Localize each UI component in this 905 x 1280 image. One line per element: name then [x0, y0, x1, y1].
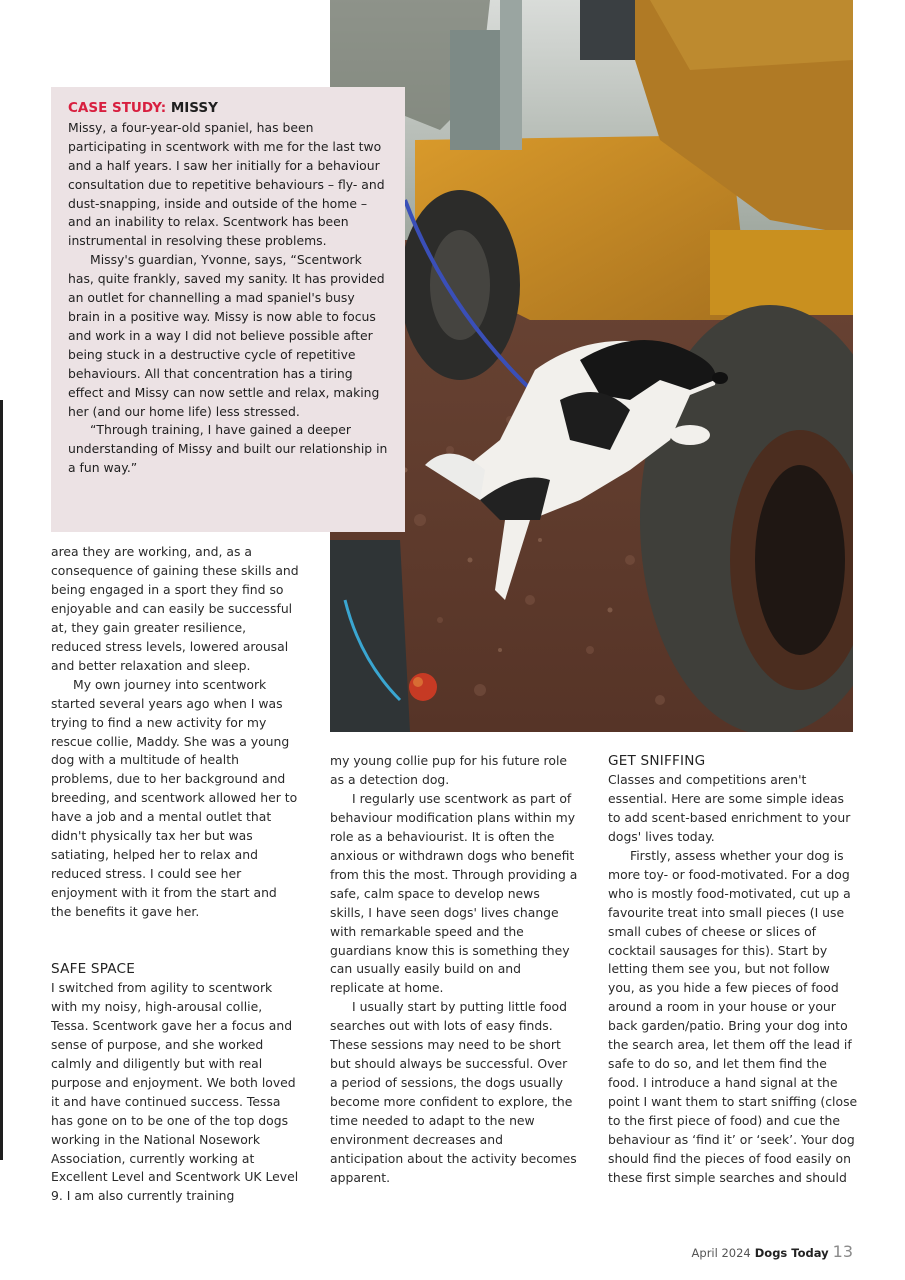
- column-3: [608, 752, 858, 1188]
- case-study-paragraph: “Through training, I have gained a deeper understanding of Missy and built our relationship in a fun way.”: [68, 422, 388, 476]
- body-paragraph: I usually start by putting little food searches out with lots of easy finds. These sessions may need to be short but should always be successful. Over a period of sessions, the dogs usually become more confident to explore, the time needed to adapt to the new environment decreases and anticipation about the activity becomes apparent.: [330, 999, 577, 1185]
- column-2: [330, 752, 578, 1188]
- body-paragraph: Classes and competitions aren't essential. Here are some simple ideas to add scent-based enrichment to your dogs' lives today.: [608, 771, 851, 844]
- case-study-name: MISSY: [170, 100, 218, 116]
- body-paragraph: Firstly, assess whether your dog is more toy- or food-motivated. For a dog who is mostly food-motivated, cut up a favourite treat into small pieces (I use small cubes of cheese or slices of cocktail sausages for this). Start by letting them see you, but not follow you, as you hide a few pieces of food around a room in your house or your back garden/patio. Bring your dog into the search area, let them off the lead if safe to do so, and let them find the food. I introduce a hand signal at the point I want them to start sniffing (close to the first piece of food) and cue the behaviour as ‘find it’ or ‘seek’. Your dog should find the pieces of food easily on these first simple searches and should: [608, 847, 858, 1185]
- case-study-title: [68, 99, 389, 118]
- page-footer: [692, 1242, 853, 1261]
- column-1-bottom: [51, 960, 299, 1206]
- dog-photo: [330, 0, 853, 732]
- section-heading-safe-space: SAFE SPACE: [51, 961, 136, 977]
- footer-date: April 2024: [691, 1246, 751, 1260]
- page-number: 13: [832, 1242, 853, 1261]
- body-paragraph: my young collie pup for his future role as a detection dog.: [330, 753, 568, 787]
- page-edge-strip: [0, 400, 3, 1160]
- case-study-label: CASE STUDY:: [68, 100, 167, 116]
- body-paragraph: I regularly use scentwork as part of behaviour modification plans within my role as a behaviourist. It is often the anxious or withdrawn dogs who benefit from this the most. Through providing a safe, calm space to develop news skills, I have seen dogs' lives change with remarkable speed and the guardians know this is something they can usually easily build on and replicate at home.: [330, 790, 578, 996]
- case-study-paragraph: Missy's guardian, Yvonne, says, “Scentwork has, quite frankly, saved my sanity. It has provided an outlet for channelling a mad spaniel's busy brain in a positive way. Missy is now able to focus and work in a way I did not believe possible after being stuck in a destructive cycle of repetitive behaviours. All that concentration has a tiring effect and Missy can now settle and relax, making her (and our home life) less stressed.: [68, 252, 385, 419]
- case-study-box: [51, 87, 405, 532]
- section-heading-get-sniffing: GET SNIFFING: [608, 753, 706, 769]
- body-paragraph: My own journey into scentwork started several years ago when I was trying to find a new activity for my rescue collie, Maddy. She was a young dog with a multitude of health problems, due to her background and breeding, and scentwork allowed her to have a job and a mental outlet that didn't physically tax her but was satiating, helped her to relax and reduced stress. I could see her enjoyment with it from the start and the benefits it gave her.: [51, 676, 298, 920]
- column-1-top: [51, 543, 299, 922]
- case-study-paragraph: Missy, a four-year-old spaniel, has been participating in scentwork with me for the last two and a half years. I saw her initially for a behaviour consultation due to repetitive behaviours – fly- and dust-snapping, inside and outside of the home – and an inability to relax. Scentwork has been instrumental in resolving these problems.: [68, 119, 385, 249]
- footer-magazine-name: Dogs Today: [754, 1246, 829, 1260]
- body-paragraph: area they are working, and, as a consequence of gaining these skills and being engaged in a sport they find so enjoyable and can easily be successful at, they gain greater resilience, reduced stress levels, lowered arousal and better relaxation and sleep.: [51, 544, 299, 673]
- body-paragraph: I switched from agility to scentwork with my noisy, high-arousal collie, Tessa. Scentwork gave her a focus and sense of purpose, and she worked calmly and diligently but with real purpose and enjoyment. We both loved it and have continued success. Tessa has gone on to be one of the top dogs working in the National Nosework Association, currently working at Excellent Level and Scentwork UK Level 9. I am also currently training: [51, 979, 299, 1204]
